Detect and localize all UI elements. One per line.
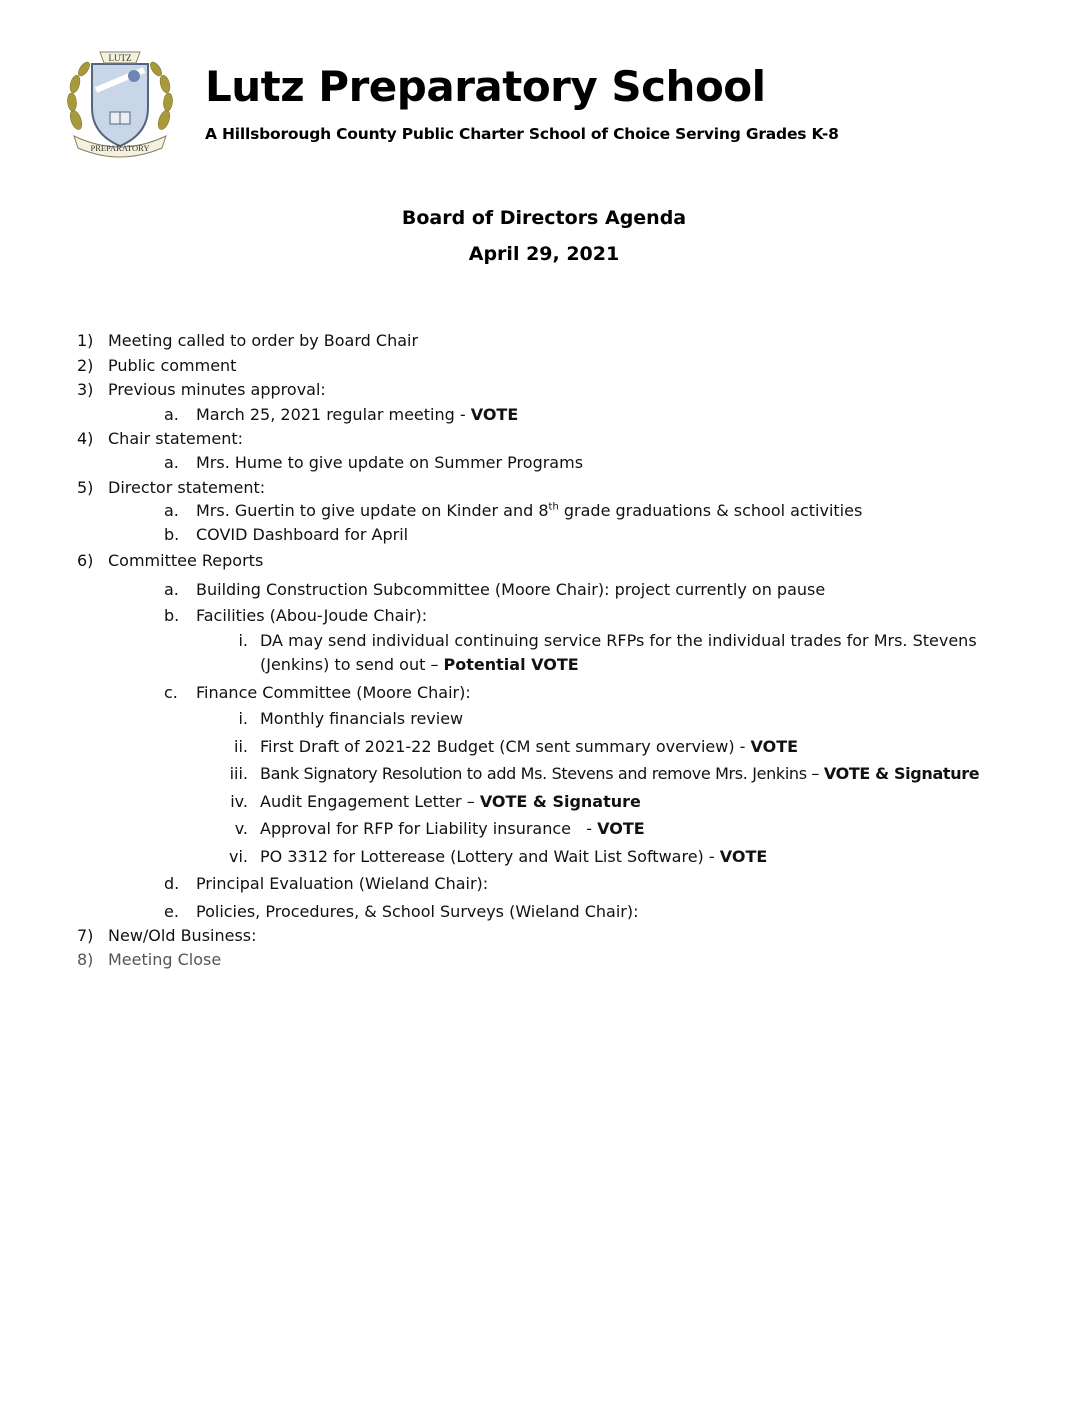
agenda-subitem: Mrs. Hume to give update on Summer Programs	[196, 453, 584, 472]
logo-top-text: LUTZ	[108, 53, 132, 63]
roman-label: i.	[238, 709, 248, 728]
agenda-date: April 29, 2021	[468, 243, 620, 265]
item-number: 1)	[77, 331, 94, 350]
agenda-subsubitem: Monthly financials review	[260, 709, 464, 728]
roman-label: v.	[234, 819, 248, 838]
sub-label: b.	[164, 606, 180, 625]
agenda-subsubitem: Bank Signatory Resolution to add Ms. Stevens and remove Mrs. Jenkins – VOTE & Signature	[260, 764, 980, 783]
sub-label: a.	[164, 580, 179, 599]
agenda-subitem: Principal Evaluation (Wieland Chair):	[196, 874, 489, 893]
item-number: 3)	[77, 380, 94, 399]
agenda-item: Public comment	[108, 356, 237, 375]
agenda-item: Chair statement:	[108, 429, 243, 448]
agenda-item: Meeting called to order by Board Chair	[108, 331, 419, 350]
roman-label: iv.	[230, 792, 248, 811]
sub-label: b.	[164, 525, 180, 544]
sub-label: a.	[164, 501, 179, 520]
sub-label: e.	[164, 902, 179, 921]
agenda-item: Director statement:	[108, 478, 266, 497]
agenda-subitem: Building Construction Subcommittee (Moore Chair): project currently on pause	[196, 580, 826, 599]
roman-label: iii.	[229, 764, 248, 783]
item-number: 4)	[77, 429, 94, 448]
roman-label: ii.	[234, 737, 248, 756]
agenda-item: Meeting Close	[108, 950, 222, 969]
roman-label: vi.	[229, 847, 248, 866]
agenda-subitem: COVID Dashboard for April	[196, 525, 409, 544]
school-name: Lutz Preparatory School	[205, 62, 766, 111]
item-number: 8)	[77, 950, 94, 969]
agenda-subsubitem-continued: (Jenkins) to send out – Potential VOTE	[260, 655, 579, 674]
agenda-subitem: March 25, 2021 regular meeting - VOTE	[196, 405, 519, 424]
agenda-subsubitem: First Draft of 2021-22 Budget (CM sent summary overview) - VOTE	[260, 737, 799, 756]
agenda-subsubitem: Approval for RFP for Liability insurance - VOTE	[260, 819, 645, 838]
agenda-subitem: Facilities (Abou-Joude Chair):	[196, 606, 428, 625]
agenda-subsubitem: Audit Engagement Letter – VOTE & Signature	[260, 792, 641, 811]
sub-label: a.	[164, 405, 179, 424]
item-number: 6)	[77, 551, 94, 570]
agenda-title: Board of Directors Agenda	[401, 207, 687, 229]
agenda-item: Previous minutes approval:	[108, 380, 326, 399]
sub-label: c.	[164, 683, 178, 702]
logo-bottom-text: PREPARATORY	[90, 143, 150, 153]
item-number: 2)	[77, 356, 94, 375]
roman-label: i.	[238, 631, 248, 650]
agenda-subitem: Policies, Procedures, & School Surveys (Wieland Chair):	[196, 902, 639, 921]
item-number: 5)	[77, 478, 94, 497]
agenda-subitem: Finance Committee (Moore Chair):	[196, 683, 471, 702]
agenda-item: Committee Reports	[108, 551, 264, 570]
agenda-subsubitem: DA may send individual continuing service RFPs for the individual trades for Mrs. Stevens	[260, 631, 977, 650]
school-tagline: A Hillsborough County Public Charter School of Choice Serving Grades K-8	[205, 125, 839, 143]
agenda-subsubitem: PO 3312 for Lotterease (Lottery and Wait List Software) - VOTE	[260, 847, 768, 866]
item-number: 7)	[77, 926, 94, 945]
agenda-item: New/Old Business:	[108, 926, 257, 945]
agenda-subitem: Mrs. Guertin to give update on Kinder and 8th grade graduations & school activities	[196, 501, 863, 520]
sub-label: d.	[164, 874, 180, 893]
sub-label: a.	[164, 453, 179, 472]
